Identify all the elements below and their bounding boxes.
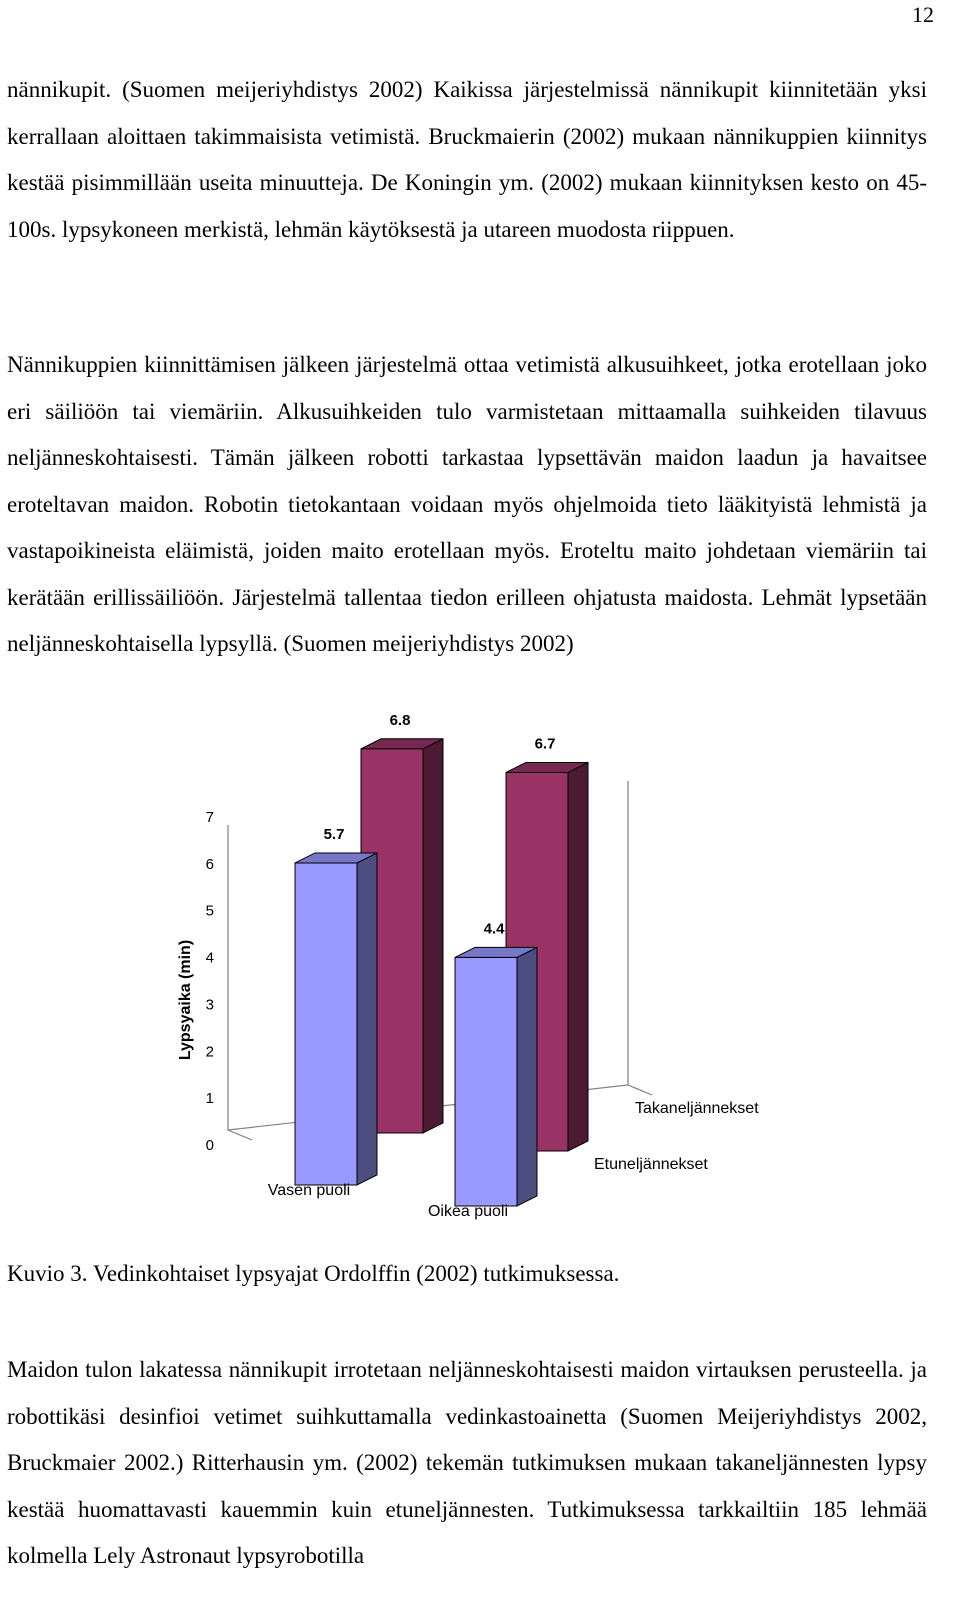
bars — [295, 739, 588, 1206]
page-number: 12 — [912, 2, 934, 27]
y-tick-label: 7 — [205, 809, 214, 826]
y-tick-label: 3 — [205, 996, 214, 1014]
chart-floor-edge — [228, 1130, 252, 1140]
y-tick-label: 5 — [205, 902, 214, 920]
y-axis-ticks — [206, 809, 214, 1154]
series-label-taka: Takaneljännekset — [635, 1100, 759, 1117]
bar-etu-vasen — [295, 853, 377, 1185]
series-label-etu: Etuneljännekset — [594, 1156, 708, 1173]
y-axis-label: Lypsyaika (min) — [177, 939, 194, 1061]
data-label: 5.7 — [323, 825, 345, 843]
bar-front-face — [455, 957, 517, 1206]
bar-side-face — [423, 739, 443, 1133]
y-tick-label: 2 — [205, 1043, 214, 1061]
bar-side-face — [357, 853, 377, 1185]
category-label-oikea: Oikea puoli — [427, 1203, 509, 1220]
data-label: 4.4 — [483, 920, 505, 938]
paragraph-2: Nännikuppien kiinnittämisen jälkeen järjestelmä ottaa vetimistä alkusuihkeet, jotka erotellaan joko eri säiliöön tai viemäriin. Alkusuihkeiden tulo varmistetaan mittaamalla suihkeiden tilavuus neljänneskohtaisesti. Tämän jälkeen robotti tarkastaa lypsettävän maidon laadun ja havaitsee eroteltavan maidon. Robotin tietokantaan voidaan myös ohjelmoida tieto lääkityistä lehmistä ja vastapoikineista eläimistä, joiden maito erotellaan myös. Eroteltu maito johdetaan viemäriin tai kerätään erillissäiliöön. Järjestelmä tallentaa tiedon erilleen ohjatusta maidosta. Lehmät lypsetään neljänneskohtaisella lypsyllä. (Suomen meijeriyhdistys 2002) — [7, 352, 927, 656]
y-tick-label: 6 — [205, 855, 214, 873]
chart-floor-right-edge — [628, 1085, 652, 1095]
category-label-vasen: Vasen puoli — [267, 1182, 351, 1199]
bar-side-face — [568, 762, 588, 1151]
milking-time-chart — [0, 711, 960, 1240]
bar-etu-oikea — [455, 947, 537, 1206]
y-tick-label: 1 — [205, 1090, 214, 1108]
data-label: 6.7 — [534, 735, 556, 753]
bar-front-face — [295, 863, 357, 1185]
figure-caption: Kuvio 3. Vedinkohtaiset lypsyajat Ordolffin (2002) tutkimuksessa. — [7, 1261, 620, 1286]
y-tick-label: 0 — [205, 1137, 214, 1154]
y-tick-label: 4 — [205, 949, 214, 967]
paragraph-3: Maidon tulon lakatessa nännikupit irrotetaan neljänneskohtaisesti maidon virtauksen perusteella. ja robottikäsi desinfioi vetimet suihkuttamalla vedinkastoainetta (Suomen Meijeriyhdistys 2002, Bruckmaier 2002.) Ritterhausin ym. (2002) tekemän tutkimuksen mukaan takaneljännesten lypsy kestää huomattavasti kauemmin kuin etuneljännesten. Tutkimuksessa tarkkailtiin 185 lehmää kolmella Lely Astronaut lypsyrobotilla — [7, 1357, 927, 1568]
bar-side-face — [517, 947, 537, 1206]
paragraph-1: nännikupit. (Suomen meijeriyhdistys 2002) Kaikissa järjestelmissä nännikupit kiinnitetään yksi kerrallaan aloittaen takimmaisista vetimistä. Bruckmaierin (2002) mukaan nännikuppien kiinnitys kestää pisimmillään useita minuutteja. De Koningin ym. (2002) mukaan kiinnityksen kesto on 45-100s. lypsykoneen merkistä, lehmän käytöksestä ja utareen muodosta riippuen. — [7, 77, 927, 242]
data-label: 6.8 — [389, 711, 411, 729]
